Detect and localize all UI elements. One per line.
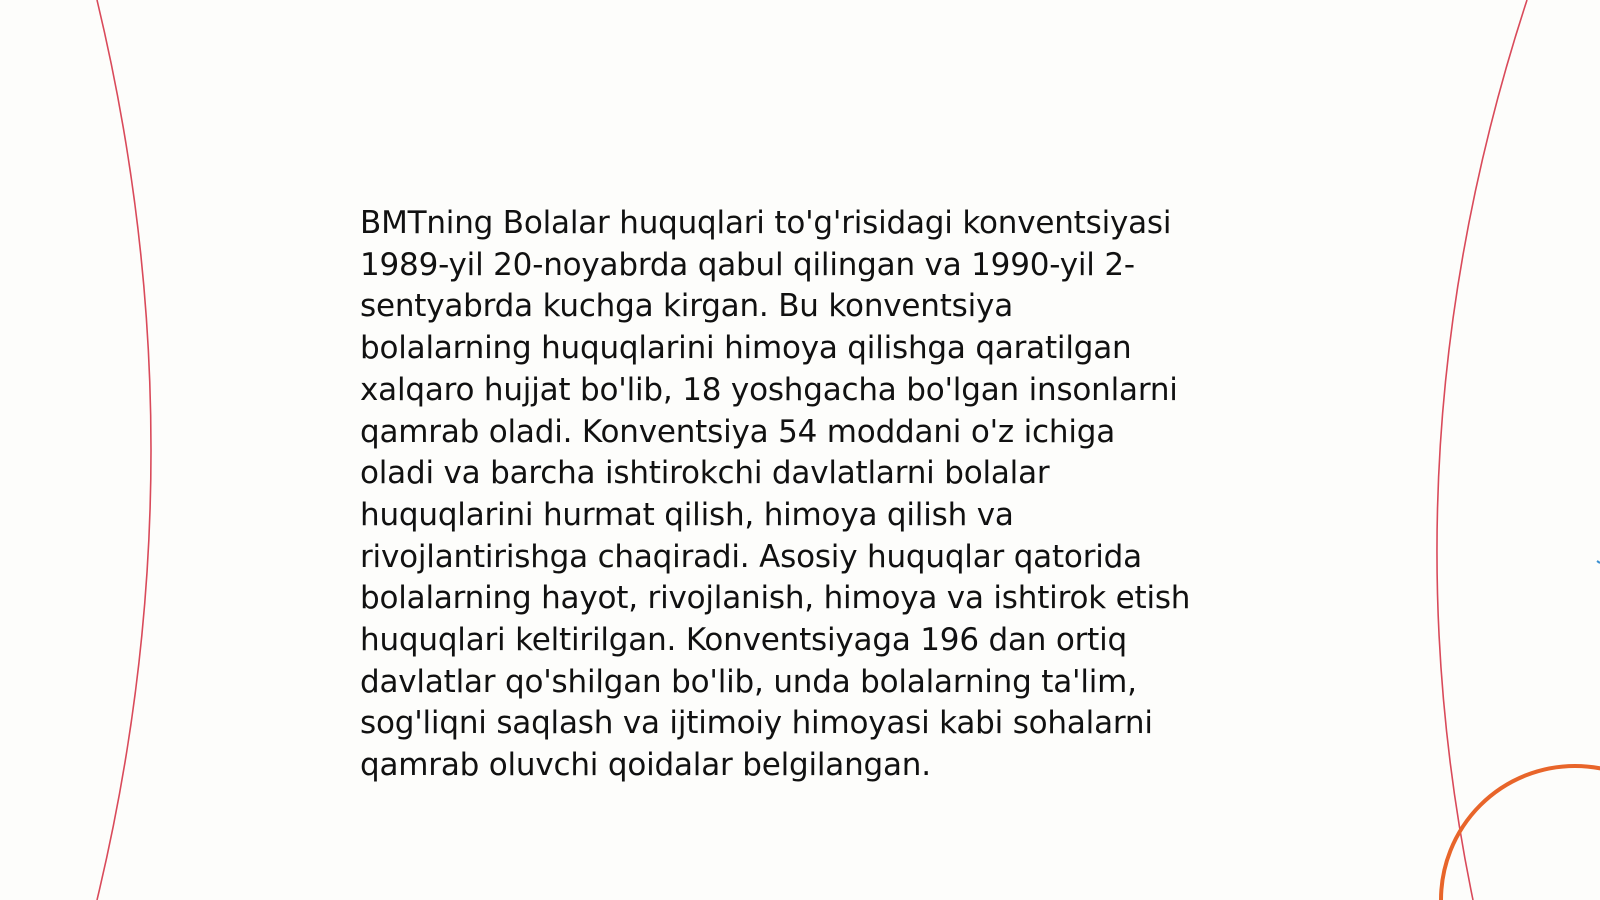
body-line: oladi va barcha ishtirokchi davlatlarni bolalar [360,455,1050,492]
body-line: rivojlantirishga chaqiradi. Asosiy huquqlar qatorida [360,538,1142,575]
body-paragraph [360,203,1245,787]
body-line: davlatlar qo'shilgan bo'lib, unda bolalarning ta'lim, [360,663,1137,700]
body-line: qamrab oladi. Konventsiya 54 moddani o'z ichiga [360,413,1116,450]
body-line: bolalarning huquqlarini himoya qilishga qaratilgan [360,330,1132,367]
body-line: 1989-yil 20-noyabrda qabul qilingan va 1990-yil 2- [360,246,1135,283]
body-line: huquqlari keltirilgan. Konventsiyaga 196 dan ortiq [360,622,1128,659]
body-line: sentyabrda kuchga kirgan. Bu konventsiya [360,288,1013,325]
body-line: qamrab oluvchi qoidalar belgilangan. [360,747,931,784]
body-line: xalqaro hujjat bo'lib, 18 yoshgacha bo'lgan insonlarni [360,371,1178,408]
body-line: huquqlarini hurmat qilish, himoya qilish va [360,496,1014,533]
corner-circle-icon [1441,766,1600,900]
body-line: BMTning Bolalar huquqlari to'g'risidagi konventsiyasi [360,205,1172,241]
body-line: bolalarning hayot, rivojlanish, himoya va ishtirok etish [360,580,1191,617]
left-arc-icon [97,0,151,900]
right-arc-icon [1437,0,1527,900]
body-line: sog'liqni saqlash va ijtimoiy himoyasi kabi sohalarni [360,705,1153,742]
